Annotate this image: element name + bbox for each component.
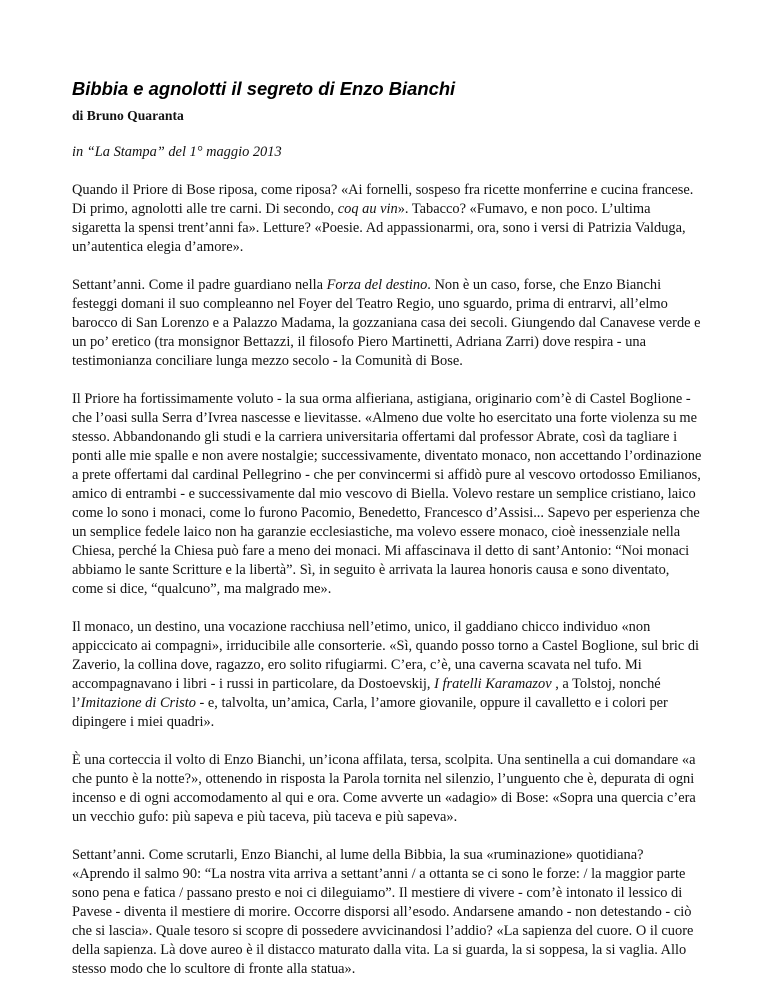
paragraph-5: È una corteccia il volto di Enzo Bianchi, un’icona affilata, tersa, scolpita. Una sentinella a cui domandare «a che punto è la notte?», ottenendo in risposta la Parola tornita nel silenzio, l’unguento che è, depurata di ogni incenso e di ogni accomodamento al qui e ora. Come avverte un «adagio» di Bose: «Sopra una quercia c’era un vecchio gufo: più sapeva e più taceva, più taceva e più sapeva».: [72, 752, 696, 825]
paragraph-text: ». Tabacco? «Fumavo, e non poco. L’ultima sigaretta la spensi trent’anni fa». Letture? «Poesie. Ad appassionarmi, ora, sono i versi di Patrizia Valduga, un’autentica elegia d’amore».: [72, 201, 686, 255]
article-title: Bibbia e agnolotti il segreto di Enzo Bianchi: [72, 78, 456, 99]
paragraph-italic: Imitazione di Cristo: [80, 695, 196, 711]
paragraph-4: [72, 618, 702, 732]
paragraph-1: [72, 181, 702, 257]
paragraph-text: - e, talvolta, un’amica, Carla, l’amore giovanile, oppure il cavalletto e i colori per dipingere i miei quadri».: [72, 695, 668, 730]
paragraph-text: . Non è un caso, forse, che Enzo Bianchi festeggi domani il suo compleanno nel Foyer del Teatro Regio, uno sguardo, prima di entrarvi, all’elmo barocco di San Lorenzo e a Palazzo Madama, la gozzaniana casa dei secoli. Giungendo dal Canavese verde e un po’ eretico (tra monsignor Bettazzi, il filosofo Piero Martinetti, Adriana Zarri) dove respira - una testimonianza conciliare lunga mezzo secolo - la Comunità di Bose.: [72, 277, 701, 369]
paragraph-italic: coq au vin: [337, 201, 398, 217]
article-author: di Bruno Quaranta: [72, 108, 184, 123]
paragraph-text: Settant’anni. Come il padre guardiano nella: [72, 277, 327, 293]
article: [72, 78, 702, 998]
paragraph-text: Il monaco, un destino, una vocazione racchiusa nell’etimo, unico, il gaddiano chicco individuo «non appiccicato ai compagni», irriducibile alle consorterie. «Sì, quando posso torno a Castel Boglione, sul bric di Zaverio, la collina dove, ragazzo, ero solito rifugiarmi. C’era, c’è, una caverna scavata nel tufo. Mi accompagnavano i libri - i russi in particolare, da Dostoevskij,: [72, 619, 700, 692]
paragraph-italic: I fratelli Karamazov: [434, 676, 552, 692]
paragraph-italic: Forza del destino: [326, 277, 428, 293]
paragraph-3: Il Priore ha fortissimamente voluto - la sua orma alfieriana, astigiana, originario com’è di Castel Boglione - che l’oasi sulla Serra d’Ivrea nascesse e lievitasse. «Almeno due volte ho esercitato una forte violenza su me stesso. Abbandonando gli studi e la carriera universitaria offertami dal professor Abrate, così da tagliare i ponti alle mie spalle e non avere nostalgie; successivamente, diventato monaco, non accettando l’ordinazione a prete offertami dal cardinal Pellegrino - che per convincermi si affidò pure al vescovo ortodosso Emilianos, amico di entrambi - e successivamente dal mio vescovo di Biella. Volevo restare un semplice cristiano, laico come lo sono i monaci, come lo furono Pacomio, Benedetto, Francesco d’Assisi... Sapevo per esperienza che un semplice fedele laico non ha garanzie ecclesiastiche, ma volevo essere monaco, cioè inessenziale nella Chiesa, perché la Chiesa può fare a meno dei monaci. Mi affascinava il detto di sant’Antonio: “Noi monaci abbiamo le sante Scritture e la libertà”. Sì, in seguito è arrivata la laurea honoris causa e sono diventato, come si dice, “qualcuno”, ma malgrado me».: [72, 391, 702, 597]
paragraph-text: Quando il Priore di Bose riposa, come riposa? «Ai fornelli, sospeso fra ricette monferrine e cucina francese. Di primo, agnolotti alle tre carni. Di secondo,: [72, 182, 694, 217]
article-source: in “La Stampa” del 1° maggio 2013: [72, 144, 282, 160]
paragraph-6: Settant’anni. Come scrutarli, Enzo Bianchi, al lume della Bibbia, la sua «ruminazione» quotidiana? «Aprendo il salmo 90: “La nostra vita arriva a settant’anni / a ottanta se ci sono le forze: / la maggior parte sono pena e fatica / passano presto e noi ci dileguiamo”. Il mestiere di vivere - com’è intonato il lessico di Pavese - diventa il mestiere di morire. Occorre disporsi all’esodo. Andarsene amando - non detestando - ciò che si lascia». Quale tesoro si scopre di possedere avvicinandosi l’addio? «La sapienza del cuore. O il cuore della sapienza. Là dove aureo è il distacco maturato dalla vita. La si guarda, la si soppesa, la si vaglia. Allo stesso modo che lo scultore di fronte alla statua».: [72, 847, 694, 977]
paragraph-2: [72, 276, 702, 371]
paragraph-text: , a Tolstoj, nonché l’: [72, 676, 661, 711]
